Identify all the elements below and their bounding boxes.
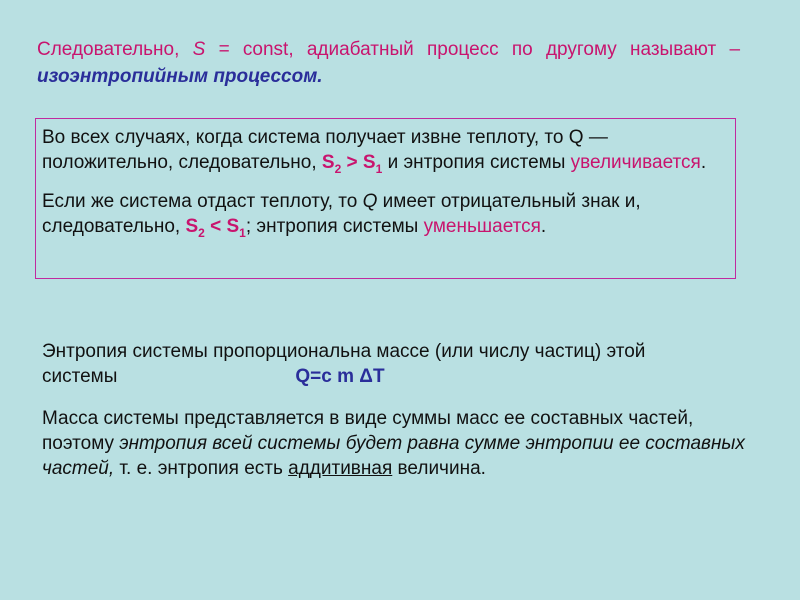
additivity-emphasis: энтропия всей системы будет равна сумме энтропии ее составных частей,	[42, 433, 745, 479]
box-p2-lt: <	[204, 215, 227, 237]
entropy-change-box	[35, 118, 736, 279]
box-p1-gt: >	[341, 152, 363, 173]
box-p1-text-1: Во всех случаях, когда система получает извне теплоту, то Q — положительно, следовательно,	[42, 127, 608, 173]
box-p2-text-4: .	[540, 215, 547, 237]
box-p2-text-2: имеет отрицательный знак и, следовательно,	[42, 190, 641, 237]
box-paragraph-heat-gain	[42, 125, 729, 182]
heat-formula: Q=c m ΔT	[295, 366, 385, 387]
additivity-text-2: т. е. энтропия есть	[114, 458, 289, 479]
intro-paragraph	[37, 36, 740, 90]
box-paragraph-heat-loss	[42, 189, 729, 246]
additivity-text-3: величина.	[392, 458, 486, 479]
intro-text-1: Следовательно,	[37, 39, 193, 60]
box-p1-text-2: и энтропия системы	[382, 152, 571, 173]
box-p2-text-1: Если же система отдаст теплоту, то	[42, 190, 363, 212]
box-p2-text-3: ; энтропия системы	[245, 215, 424, 237]
box-p1-s2: S	[321, 152, 335, 173]
box-p1-sub2: 2	[334, 161, 342, 176]
box-p2-s1: S	[226, 215, 240, 237]
additive-term: аддитивная	[288, 458, 393, 479]
box-p1-text-3: .	[700, 152, 707, 173]
box-p2-q: Q	[362, 190, 378, 212]
box-p2-sub2: 2	[198, 225, 205, 240]
intro-s-symbol: S	[192, 39, 206, 60]
box-p2-decreases: уменьшается	[423, 215, 541, 237]
additivity-text-1: Масса системы представляется в виде суммы масс ее составных частей, поэтому	[42, 408, 694, 454]
intro-text-2: = const, адиабатный процесс по другому называют –	[205, 39, 741, 60]
proportional-paragraph	[42, 339, 757, 389]
box-p2-sub1: 1	[239, 225, 246, 240]
additivity-paragraph	[42, 406, 757, 481]
box-p1-increases: увеличивается	[570, 152, 701, 173]
box-p2-s2: S	[185, 215, 199, 237]
proportional-text: Энтропия системы пропорциональна массе (или числу частиц) этой системы	[42, 341, 646, 387]
box-p1-sub1: 1	[375, 161, 383, 176]
box-p1-s1: S	[362, 152, 376, 173]
intro-term: изоэнтропийным процессом.	[37, 66, 323, 87]
